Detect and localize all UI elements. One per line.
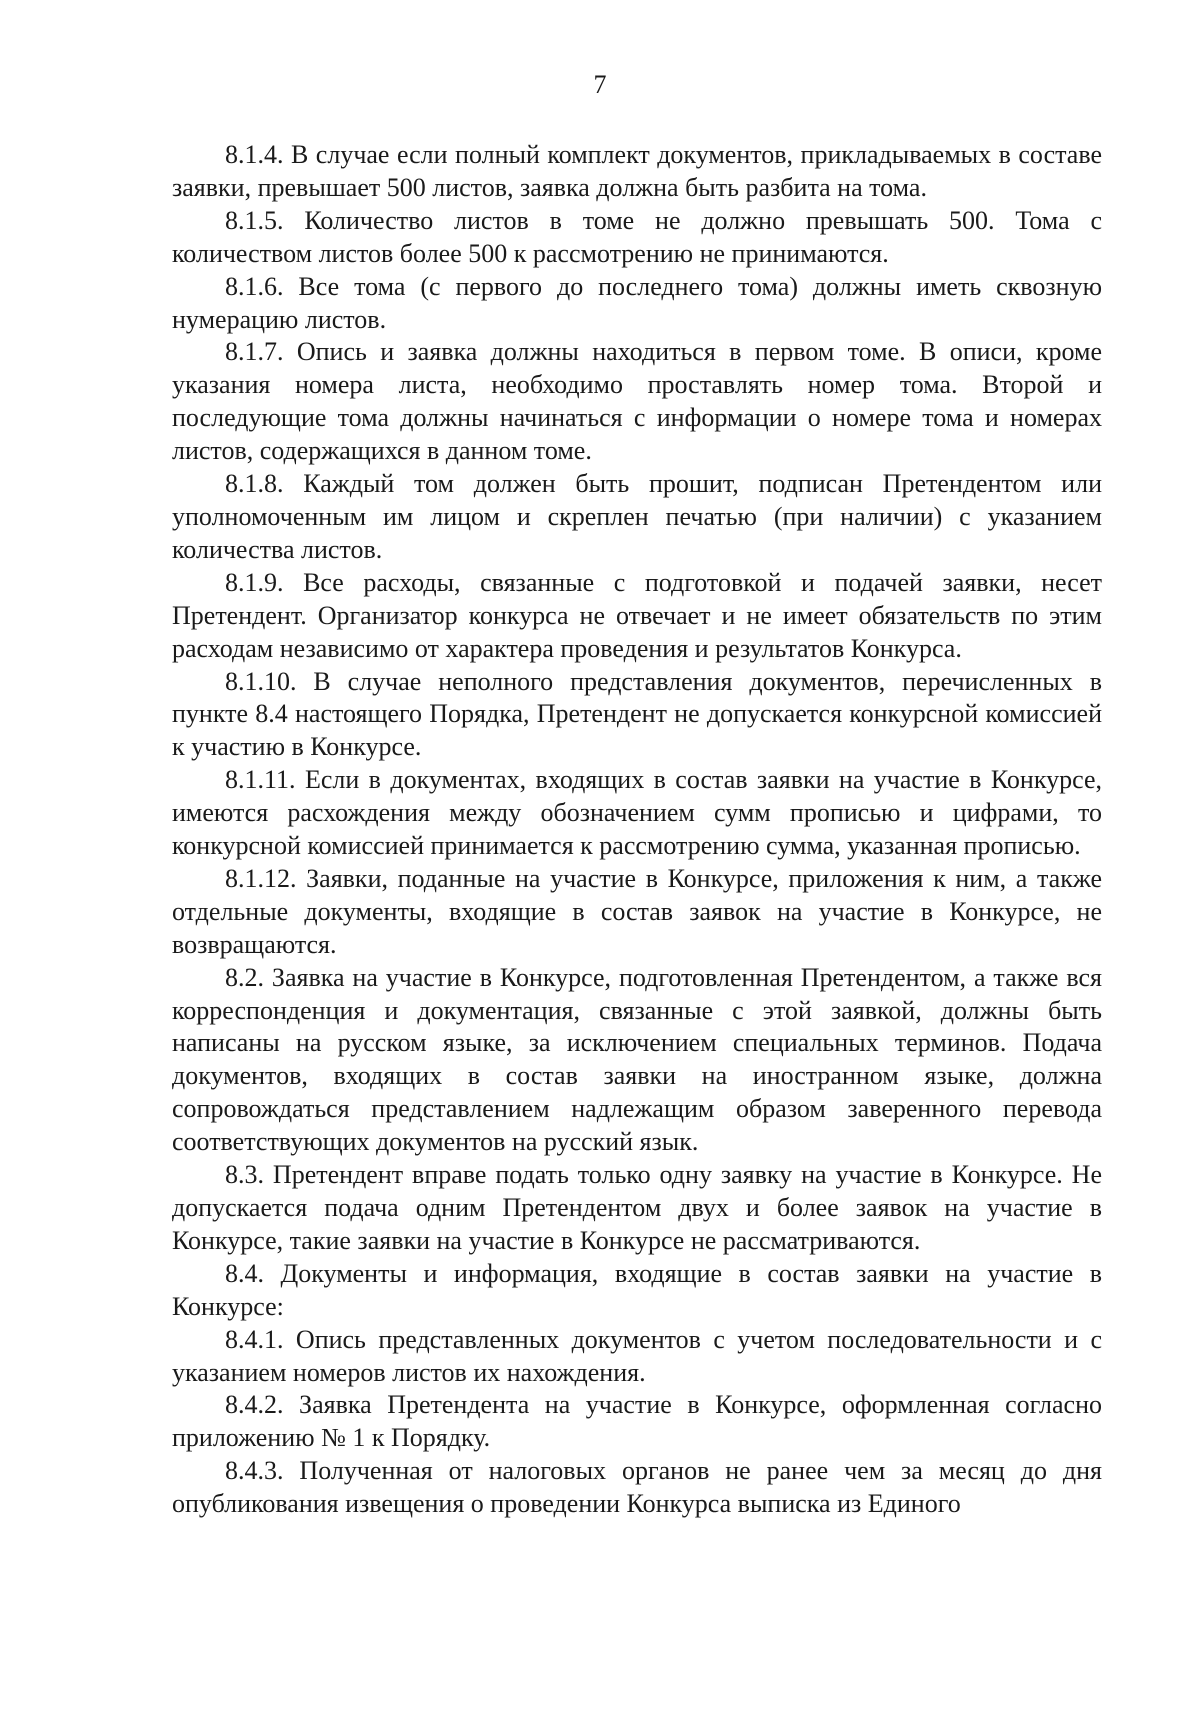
- paragraph-8-1-5: 8.1.5. Количество листов в томе не должно превышать 500. Тома с количеством листов более 500 к рассмотрению не принимаются.: [172, 205, 1102, 268]
- paragraph-8-1-7: 8.1.7. Опись и заявка должны находиться в первом томе. В описи, кроме указания номера листа, необходимо проставлять номер тома. Второй и последующие тома должны начинаться с информации о номере тома и номерах листов, содержащихся в данном томе.: [172, 337, 1102, 466]
- paragraph-8-1-9: 8.1.9. Все расходы, связанные с подготовкой и подачей заявки, несет Претендент. Организатор конкурса не отвечает и не имеет обязательств по этим расходам независимо от характера проведения и результатов Конкурса.: [172, 567, 1102, 663]
- paragraph-8-1-12: 8.1.12. Заявки, поданные на участие в Конкурсе, приложения к ним, а также отдельные документы, входящие в состав заявок на участие в Конкурсе, не возвращаются.: [172, 863, 1102, 959]
- paragraph-8-4-3: 8.4.3. Полученная от налоговых органов не ранее чем за месяц до дня опубликования извещения о проведении Конкурса выписка из Единого: [172, 1456, 1102, 1519]
- paragraph-8-4-2: 8.4.2. Заявка Претендента на участие в Конкурсе, оформленная согласно приложению № 1 к Порядку.: [172, 1390, 1102, 1453]
- paragraph-8-4: 8.4. Документы и информация, входящие в состав заявки на участие в Конкурсе:: [172, 1258, 1102, 1321]
- paragraph-8-1-8: 8.1.8. Каждый том должен быть прошит, подписан Претендентом или уполномоченным им лицом и скреплен печатью (при наличии) с указанием количества листов.: [172, 469, 1102, 564]
- paragraph-8-1-6: 8.1.6. Все тома (с первого до последнего тома) должны иметь сквозную нумерацию листов.: [172, 271, 1102, 334]
- paragraph-8-3: 8.3. Претендент вправе подать только одну заявку на участие в Конкурсе. Не допускается подача одним Претендентом двух и более заявок на участие в Конкурсе, такие заявки на участие в Конкурсе не рассматриваются.: [172, 1160, 1102, 1255]
- paragraph-8-1-4: 8.1.4. В случае если полный комплект документов, прикладываемых в составе заявки, превышает 500 листов, заявка должна быть разбита на тома.: [172, 140, 1102, 202]
- paragraph-8-1-10: 8.1.10. В случае неполного представления документов, перечисленных в пункте 8.4 настоящего Порядка, Претендент не допускается конкурсной комиссией к участию в Конкурсе.: [172, 666, 1102, 762]
- paragraph-8-4-1: 8.4.1. Опись представленных документов с учетом последовательности и с указанием номеров листов их нахождения.: [172, 1324, 1102, 1387]
- paragraph-8-2: 8.2. Заявка на участие в Конкурсе, подготовленная Претендентом, а также вся корреспонденция и документация, связанные с этой заявкой, должны быть написаны на русском языке, за исключением специальных терминов. Подача документов, входящих в состав заявки на иностранном языке, должна сопровождаться представлением надлежащим образом заверенного перевода соответствующих документов на русский язык.: [172, 962, 1102, 1157]
- paragraph-8-1-11: 8.1.11. Если в документах, входящих в состав заявки на участие в Конкурсе, имеются расхождения между обозначением сумм прописью и цифрами, то конкурсной комиссией принимается к рассмотрению сумма, указанная прописью.: [172, 765, 1102, 861]
- document-body: [172, 139, 1102, 1521]
- page-number: 7: [593, 70, 607, 99]
